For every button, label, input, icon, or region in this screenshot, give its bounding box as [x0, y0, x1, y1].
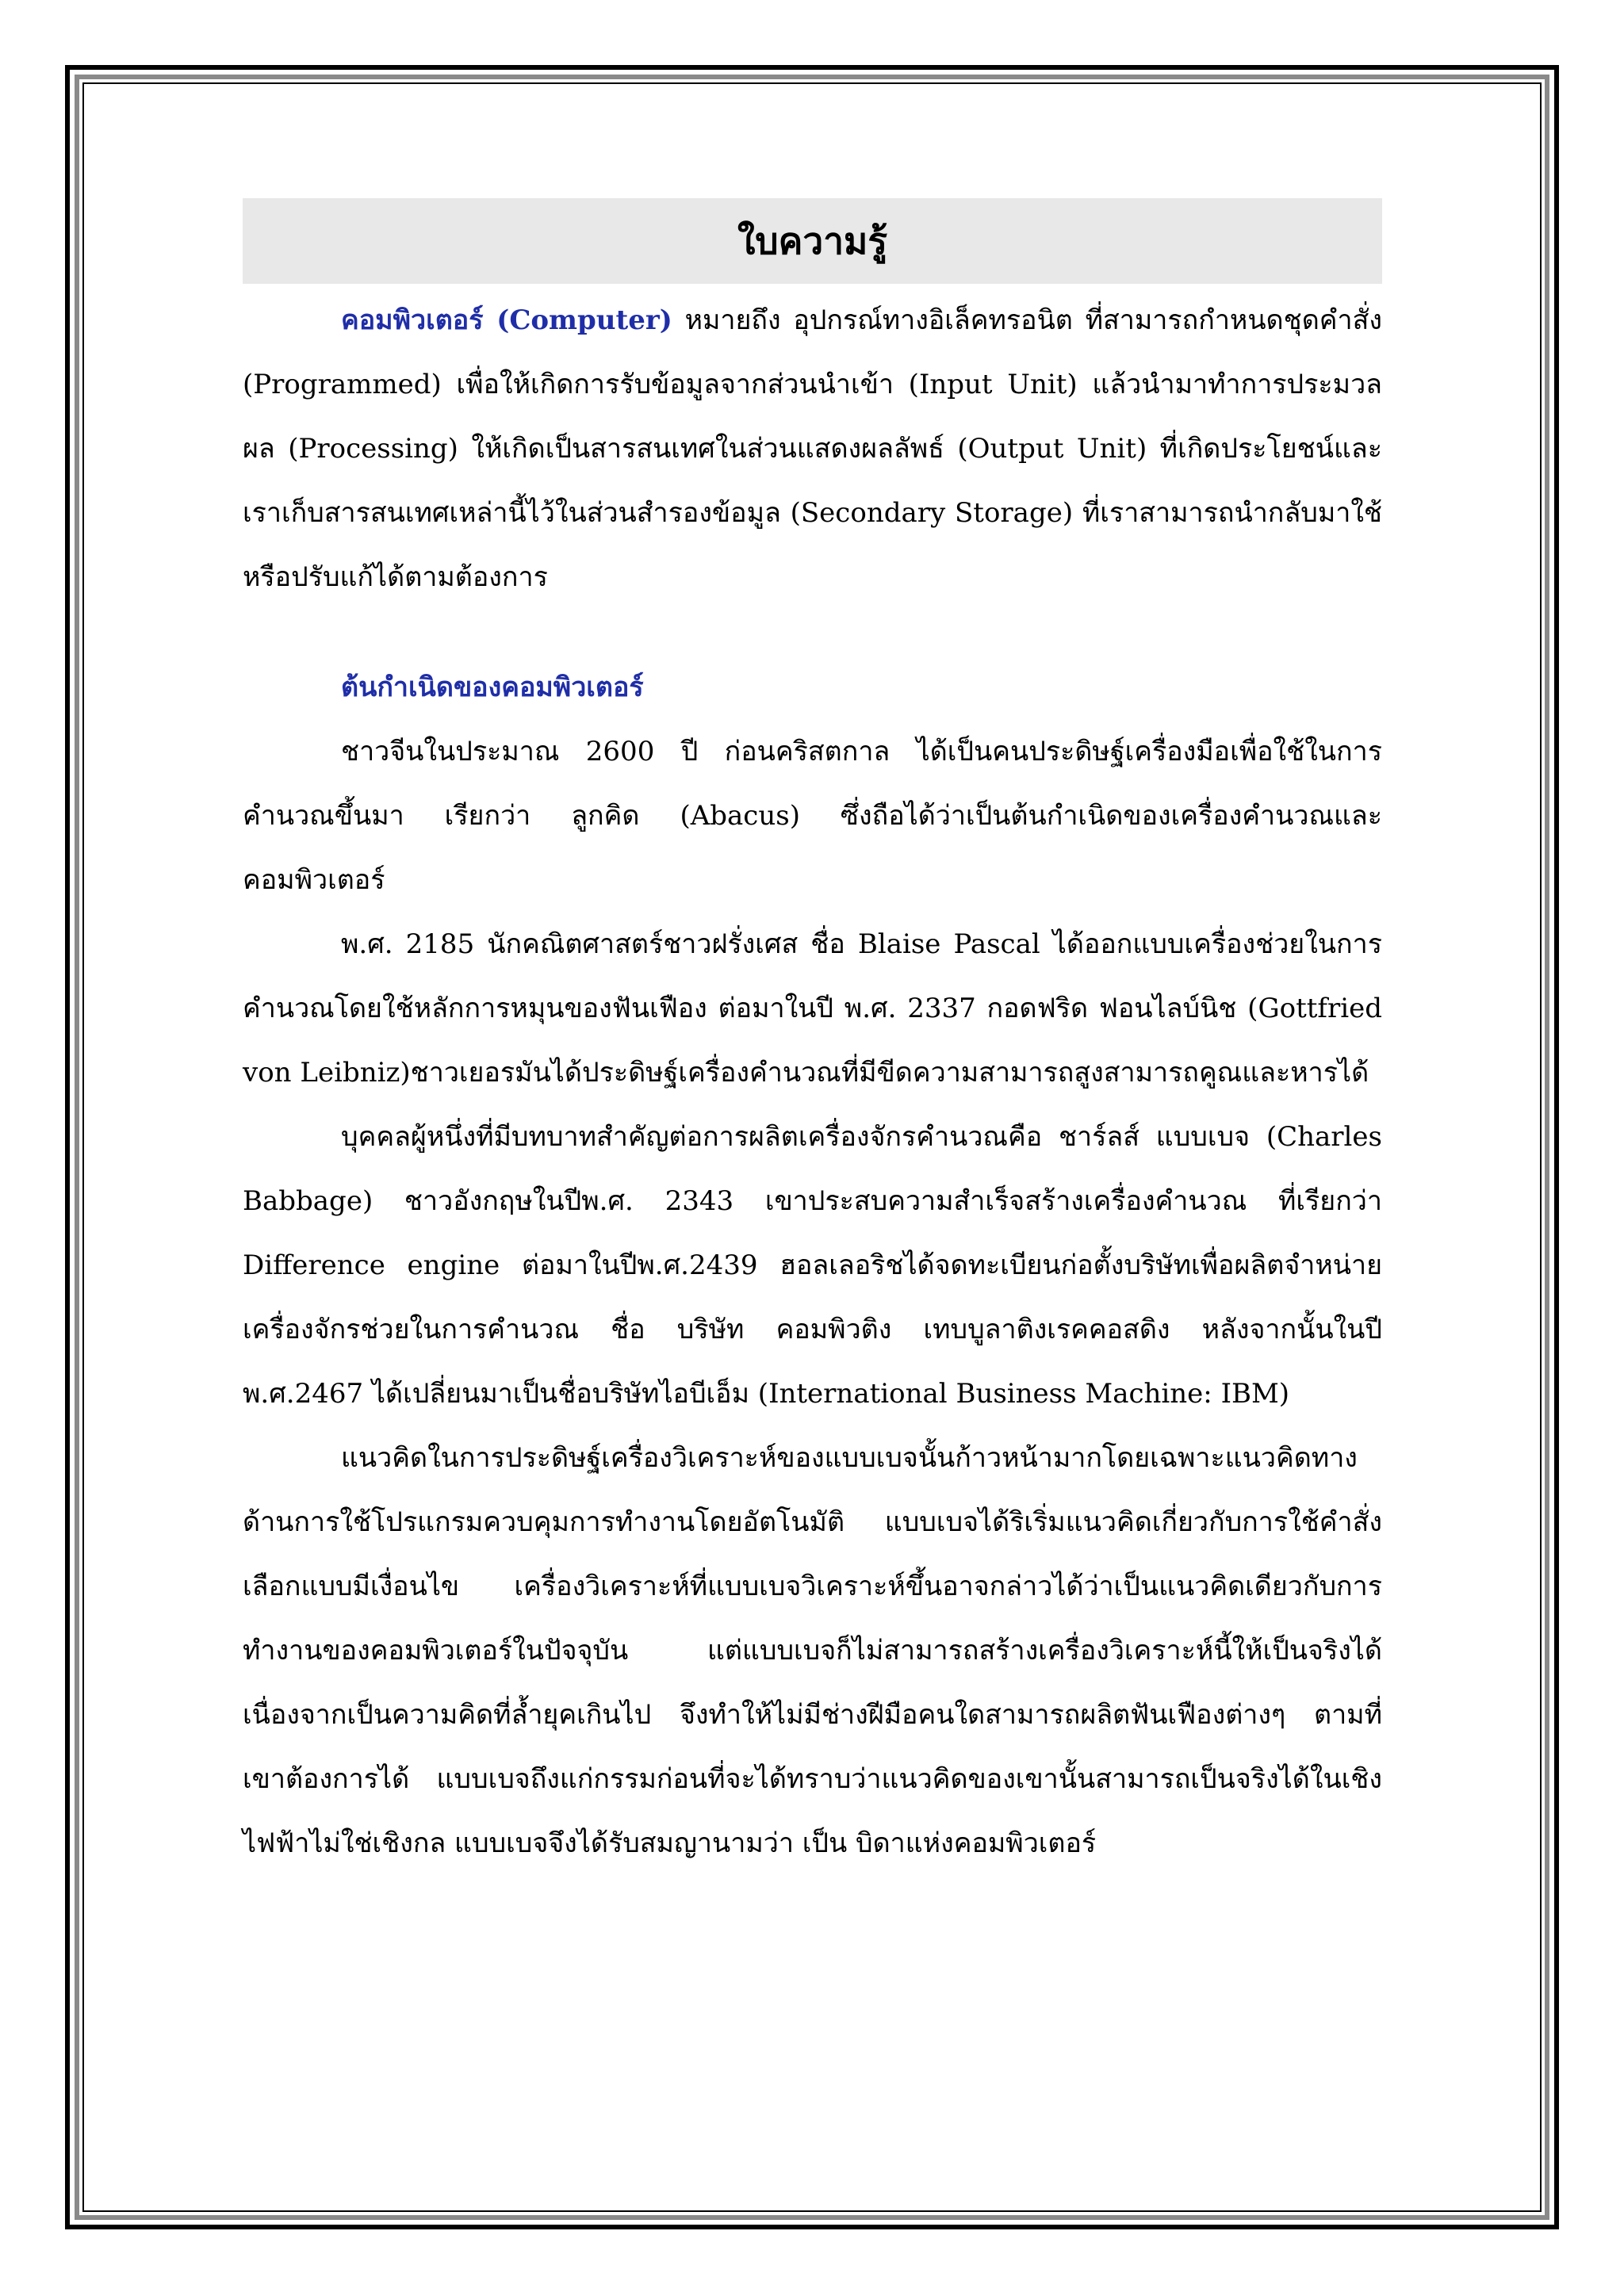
paragraph-abacus: ชาวจีนในประมาณ 2600 ปี ก่อนคริสตกาล ได้เป็นคนประดิษฐ์เครื่องมือเพื่อใช้ในการคำนวณขึ้นมา เรียกว่า ลูกคิด (Abacus) ซึ่งถือได้ว่าเป็นต้นกำเนิดของเครื่องคำนวณและคอมพิวเตอร์ — [243, 736, 1382, 896]
paragraph-pascal-leibniz: พ.ศ. 2185 นักคณิตศาสตร์ชาวฝรั่งเศส ชื่อ Blaise Pascal ได้ออกแบบเครื่องช่วยในการคำนวณโดยใช้หลักการหมุนของฟันเฟือง ต่อมาในปี พ.ศ. 2337 กอดฟริด ฟอนไลบ์นิช (Gottfried von Leibniz)ชาวเยอรมันได้ประดิษฐ์เครื่องคำนวณที่มีขีดความสามารถสูงสามารถคูณและหารได้ — [243, 928, 1382, 1089]
page-title: ใบความรู้ — [737, 219, 888, 262]
section-heading: ต้นกำเนิดของคอมพิวเตอร์ — [341, 672, 644, 703]
intro-text: หมายถึง อุปกรณ์ทางอิเล็คทรอนิต ที่สามารถกำหนดชุดคำสั่ง (Programmed) เพื่อให้เกิดการรับข้อมูลจากส่วนนำเข้า (Input Unit) แล้วนำมาทำการประมวลผล (Processing) ให้เกิดเป็นสารสนเทศในส่วนแสดงผลลัพธ์ (Output Unit) ที่เกิดประโยชน์และเราเก็บสารสนเทศเหล่านี้ไว้ในส่วนสำรองข้อมูล (Secondary Storage) ที่เราสามารถนำกลับมาใช้หรือปรับแก้ได้ตามต้องการ — [243, 304, 1382, 593]
title-bar — [243, 198, 1382, 284]
paragraph-analytical-engine: แนวคิดในการประดิษฐ์เครื่องวิเคราะห์ของแบบเบจนั้นก้าวหน้ามากโดยเฉพาะแนวคิดทางด้านการใช้โปรแกรมควบคุมการทำงานโดยอัตโนมัติ แบบเบจได้ริเริ่มแนวคิดเกี่ยวกับการใช้คำสั่งเลือกแบบมีเงื่อนไข เครื่องวิเคราะห์ที่แบบเบจวิเคราะห์ขึ้นอาจกล่าวได้ว่าเป็นแนวคิดเดียวกับการทำงานของคอมพิวเตอร์ในปัจจุบัน แต่แบบเบจก็ไม่สามารถสร้างเครื่องวิเคราะห์นี้ให้เป็นจริงได้เนื่องจากเป็นความคิดที่ล้ำยุคเกินไป จึงทำให้ไม่มีช่างฝีมือคนใดสามารถผลิตฟันเฟืองต่างๆ ตามที่เขาต้องการได้ แบบเบจถึงแก่กรรมก่อนที่จะได้ทราบว่าแนวคิดของเขานั้นสามารถเป็นจริงได้ในเชิงไฟฟ้าไม่ใช่เชิงกล แบบเบจจึงได้รับสมญานามว่า เป็น บิดาแห่งคอมพิวเตอร์ — [243, 1442, 1382, 1859]
intro-paragraph — [243, 289, 1382, 610]
document-body — [243, 198, 1382, 1876]
intro-term: คอมพิวเตอร์ (Computer) — [341, 304, 672, 336]
paragraph-babbage: บุคคลผู้หนึ่งที่มีบทบาทสำคัญต่อการผลิตเครื่องจักรคำนวณคือ ชาร์ลส์ แบบเบจ (Charles Babbage) ชาวอังกฤษในปีพ.ศ. 2343 เขาประสบความสำเร็จสร้างเครื่องคำนวณ ที่เรียกว่า Difference engine ต่อมาในปีพ.ศ.2439 ฮอลเลอริชได้จดทะเบียนก่อตั้งบริษัทเพื่อผลิตจำหน่ายเครื่องจักรช่วยในการคำนวณ ชื่อ บริษัท คอมพิวติง เทบบูลาติงเรคคอสดิง หลังจากนั้นในปี พ.ศ.2467 ได้เปลี่ยนมาเป็นชื่อบริษัทไอบีเอ็ม (International Business Machine: IBM) — [243, 1121, 1382, 1410]
